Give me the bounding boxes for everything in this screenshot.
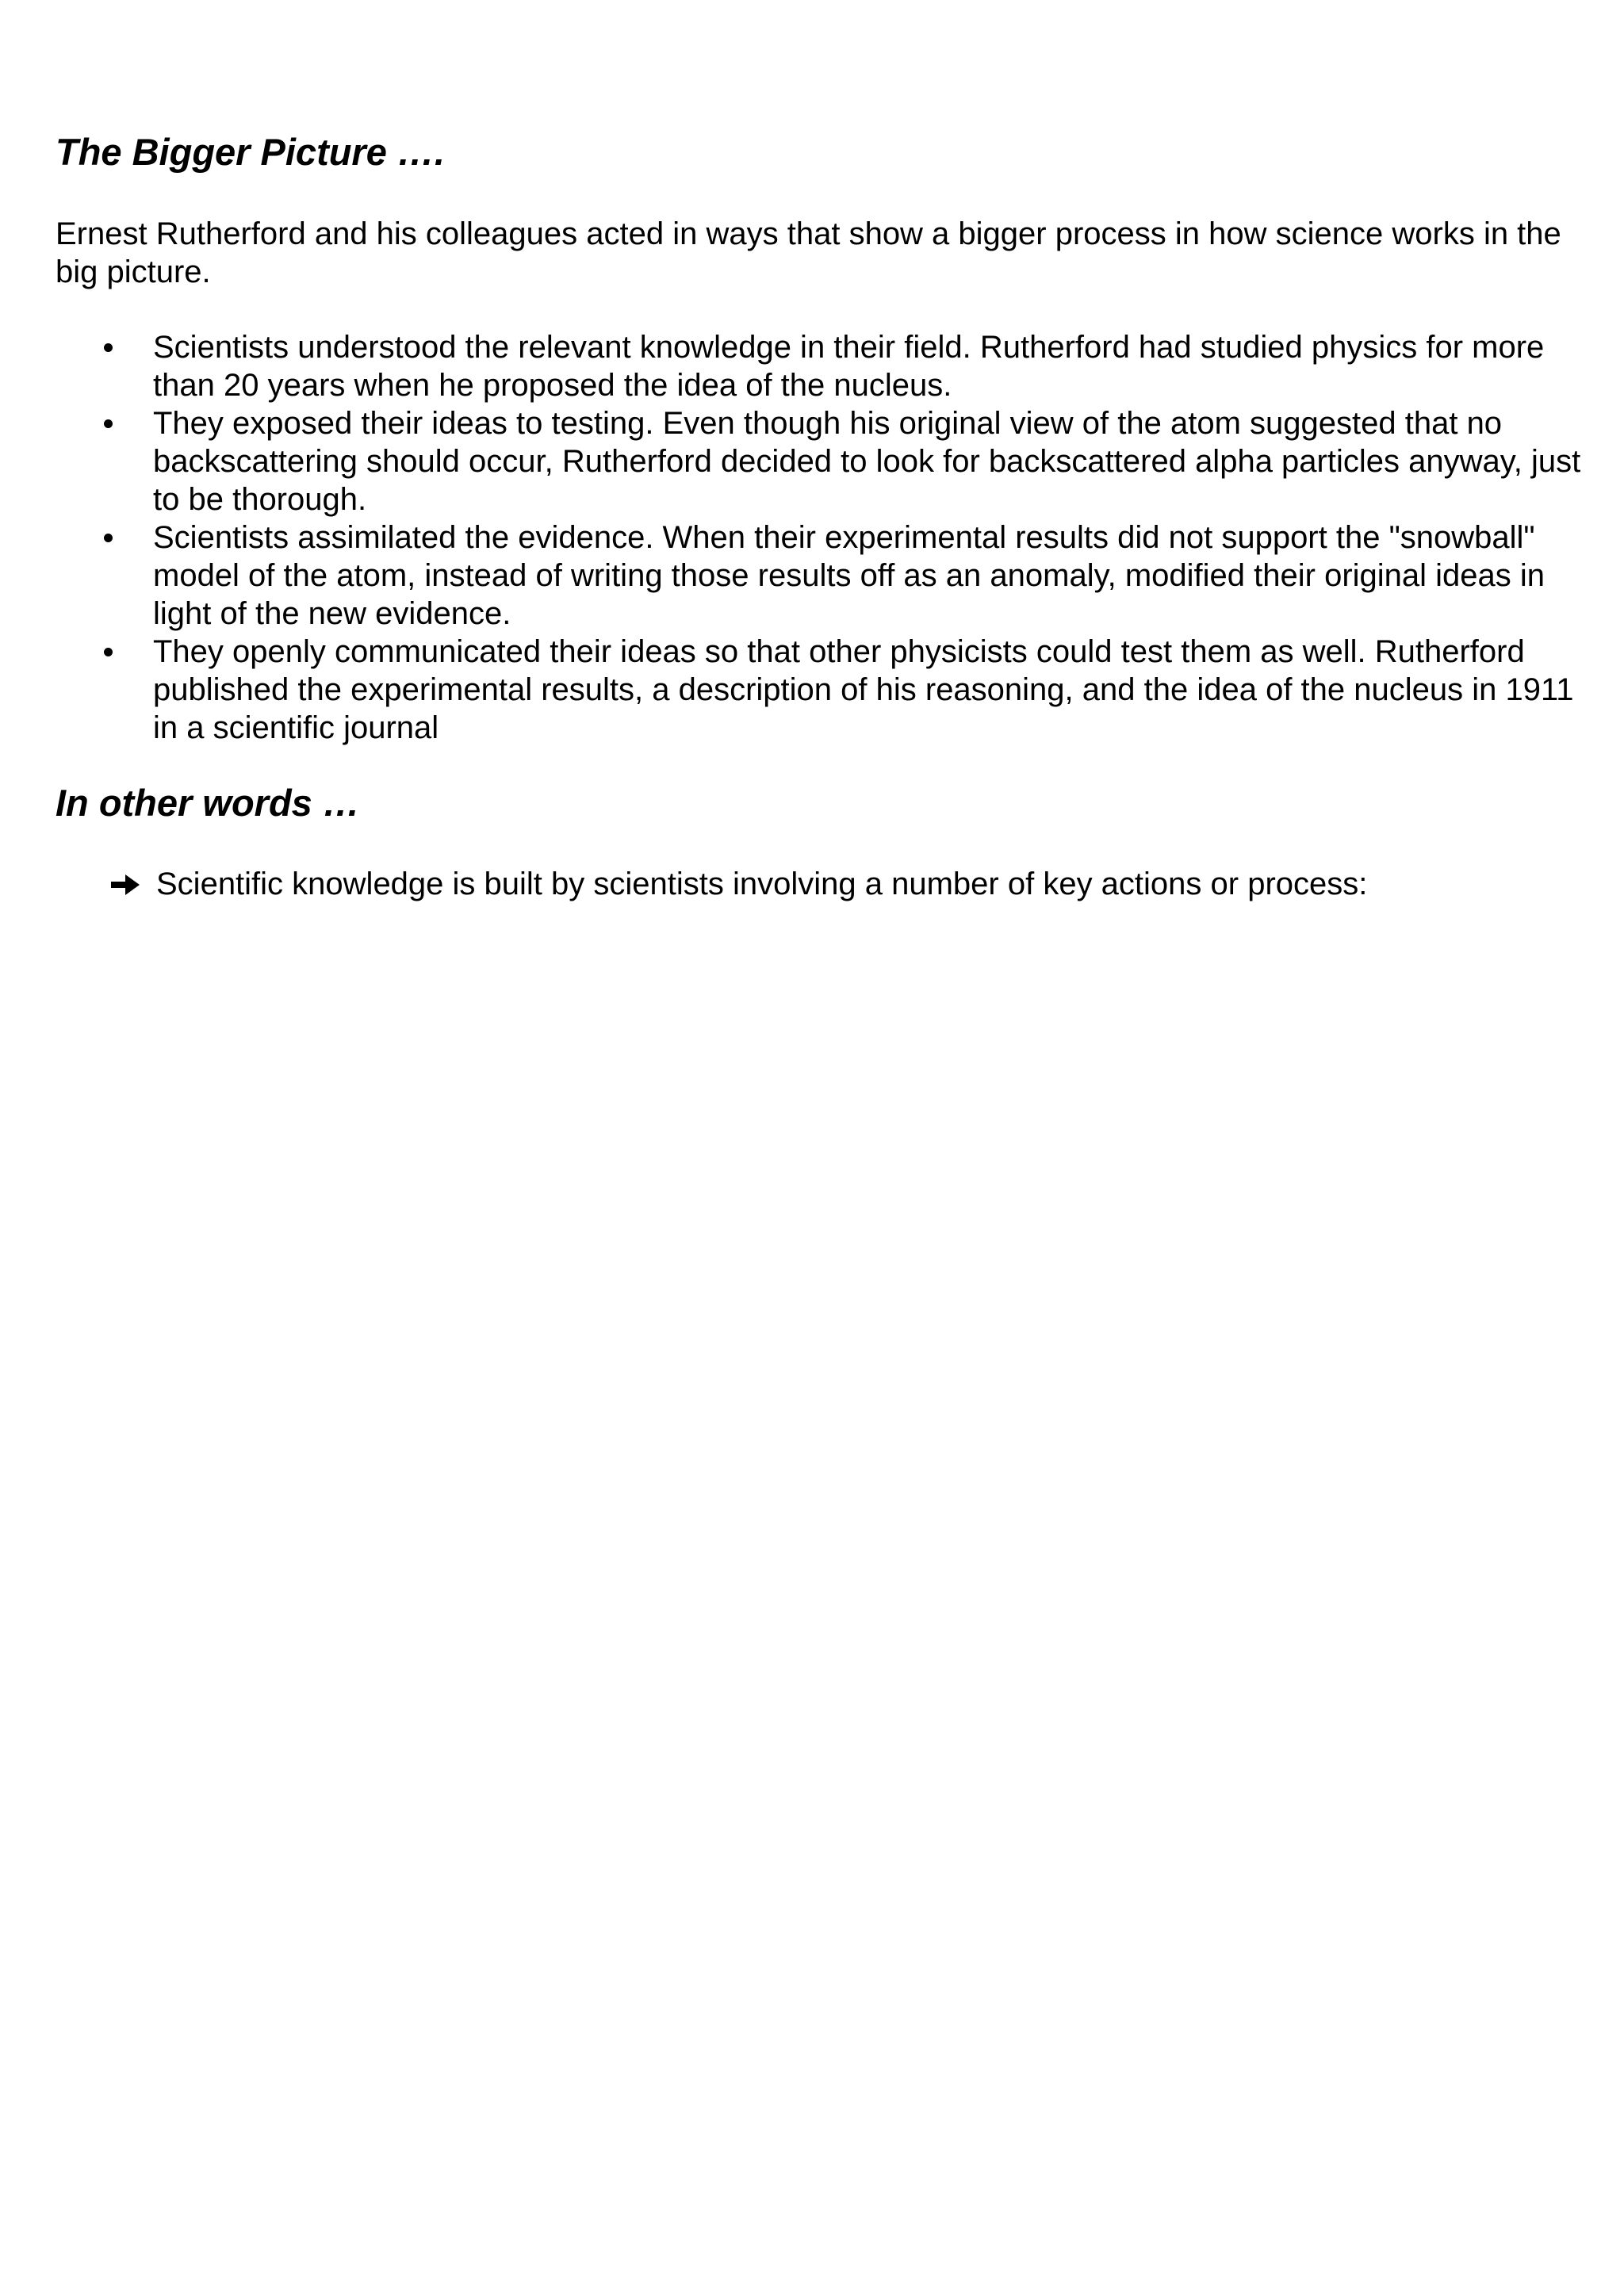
arrow-point-text: Scientific knowledge is built by scientists involving a number of key actions or process:: [156, 867, 1368, 901]
bullet-text: Scientists assimilated the evidence. When their experimental results did not support the "snowball" model of the atom, instead of writing those results off as an anomaly, modified their original ideas in light of the new evidence.: [153, 520, 1545, 631]
list-item: [56, 328, 1602, 404]
list-item: [56, 519, 1602, 633]
list-item: [56, 404, 1602, 519]
section-heading-in-other-words: In other words …: [56, 782, 360, 824]
bullet-icon: [104, 534, 113, 542]
bullet-icon: [104, 419, 113, 428]
list-item: [56, 633, 1602, 747]
arrow-point: [109, 865, 1600, 903]
bullet-list: [56, 328, 1602, 747]
bullet-text: Scientists understood the relevant knowledge in their field. Rutherford had studied physics for more than 20 years when he proposed the idea of the nucleus.: [153, 330, 1545, 403]
intro-paragraph: Ernest Rutherford and his colleagues acted in ways that show a bigger process in how science works in the big picture.: [56, 216, 1561, 289]
section-heading-bigger-picture: The Bigger Picture ….: [56, 131, 445, 173]
bullet-text: They exposed their ideas to testing. Even though his original view of the atom suggested that no backscattering should occur, Rutherford decided to look for backscattered alpha particles anyway, just to be thorough.: [153, 406, 1581, 517]
right-arrow-icon: [109, 873, 141, 897]
bullet-text: They openly communicated their ideas so that other physicists could test them as well. Rutherford published the experimental results, a description of his reasoning, and the idea of the nucleus in 1911 in a scientific journal: [153, 634, 1574, 745]
bullet-icon: [104, 343, 113, 352]
bullet-icon: [104, 648, 113, 656]
